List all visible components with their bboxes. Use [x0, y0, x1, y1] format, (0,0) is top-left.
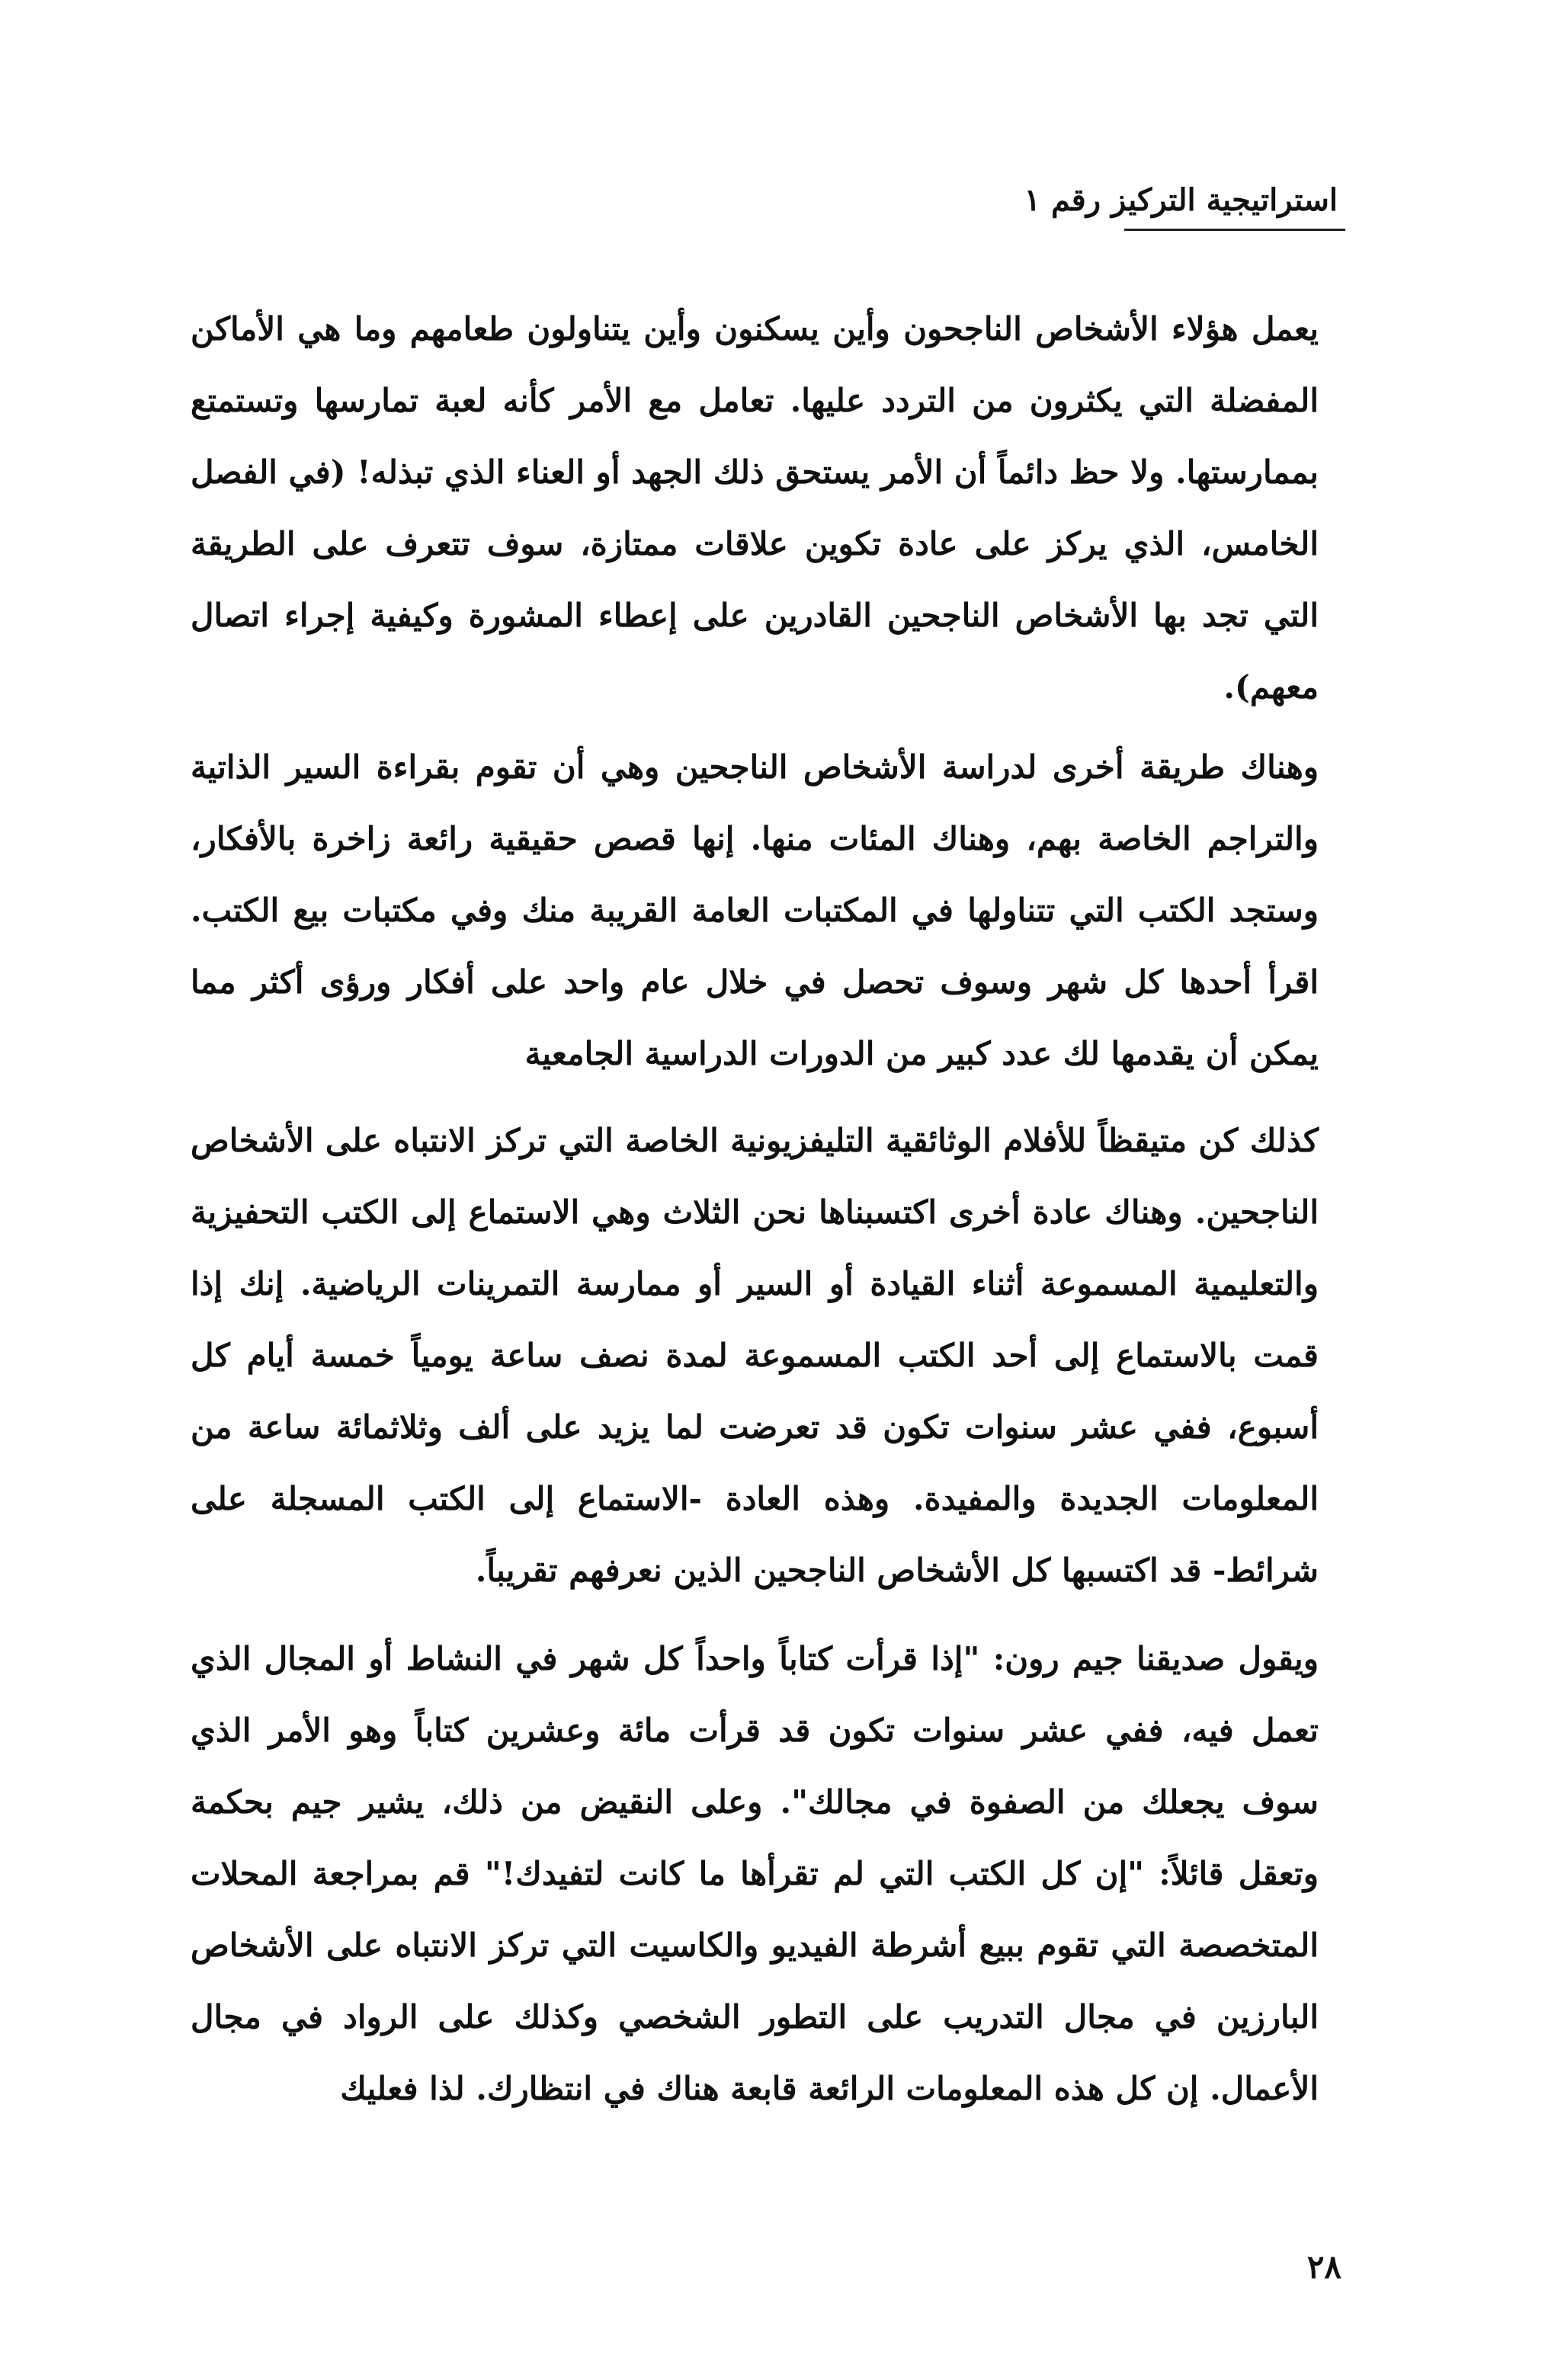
paragraph-text: كذلك كن متيقظاً للأفلام الوثائقية التليفزيونية الخاصة التي تركز الانتباه على الأشخاص الناجحين. وهناك عادة أخرى اكتسبناها نحن الثلاث وهي الاستماع إلى الكتب التحفيزية والتعليمية المسموعة أثناء القيادة أو السير أو ممارسة التمرينات الرياضية. إنك إذا قمت بالاستماع إلى أحد الكتب المسموعة لمدة نصف ساعة يومياً خمسة أيام كل أسبوع، ففي عشر سنوات تكون قد تعرضت لما يزيد على ألف وثلاثمائة ساعة من المعلومات الجديدة والمفيدة. وهذه العادة -الاستماع إلى الكتب المسجلة على شرائط- قد اكتسبها كل الأشخاص الناجحين الذين نعرفهم تقريباً.	[191, 1122, 1319, 1589]
paragraph-text: يعمل هؤلاء الأشخاص الناجحون وأين يسكنون وأين يتناولون طعامهم وما هي الأماكن المفضلة التي يكثرون من التردد عليها. تعامل مع الأمر كأنه لعبة تمارسها وتستمتع بممارستها. ولا حظ دائماً أن الأمر يستحق ذلك الجهد أو العناء الذي تبذله! (في الفصل الخامس، الذي يركز على عادة تكوين علاقات ممتازة، سوف تتعرف على الطريقة التي تجد بها الأشخاص الناجحين القادرين على إعطاء المشورة وكيفية إجراء اتصال معهم).	[191, 310, 1319, 706]
header-rule	[1124, 229, 1345, 231]
body-paragraph-4	[191, 1623, 1319, 2125]
page-number: ٢٨	[1306, 2248, 1341, 2286]
body-paragraph-2	[191, 732, 1319, 1090]
body-paragraph-1	[191, 293, 1319, 723]
paragraph-text: وهناك طريقة أخرى لدراسة الأشخاص الناجحين وهي أن تقوم بقراءة السير الذاتية والتراجم الخاصة بهم، وهناك المئات منها. إنها قصص حقيقية رائعة زاخرة بالأفكار، وستجد الكتب التي تتناولها في المكتبات العامة القريبة منك وفي مكتبات بيع الكتب. اقرأ أحدها كل شهر وسوف تحصل في خلال عام واحد على أفكار ورؤى أكثر مما يمكن أن يقدمها لك عدد كبير من الدورات الدراسية الجامعية	[191, 748, 1319, 1072]
paragraph-text: ويقول صديقنا جيم رون: "إذا قرأت كتاباً واحداً كل شهر في النشاط أو المجال الذي تعمل فيه، ففي عشر سنوات تكون قد قرأت مائة وعشرين كتاباً وهو الأمر الذي سوف يجعلك من الصفوة في مجالك". وعلى النقيض من ذلك، يشير جيم بحكمة وتعقل قائلاً: "إن كل الكتب التي لم تقرأها ما كانت لتفيدك!" قم بمراجعة المحلات المتخصصة التي تقوم ببيع أشرطة الفيديو والكاسيت التي تركز الانتباه على الأشخاص البارزين في مجال التدريب على التطور الشخصي وكذلك على الرواد في مجال الأعمال. إن كل هذه المعلومات الرائعة قابعة هناك في انتظارك. لذا فعليك	[191, 1640, 1319, 2107]
running-header: استراتيجية التركيز رقم ١	[1024, 182, 1338, 218]
body-paragraph-3	[191, 1105, 1319, 1606]
